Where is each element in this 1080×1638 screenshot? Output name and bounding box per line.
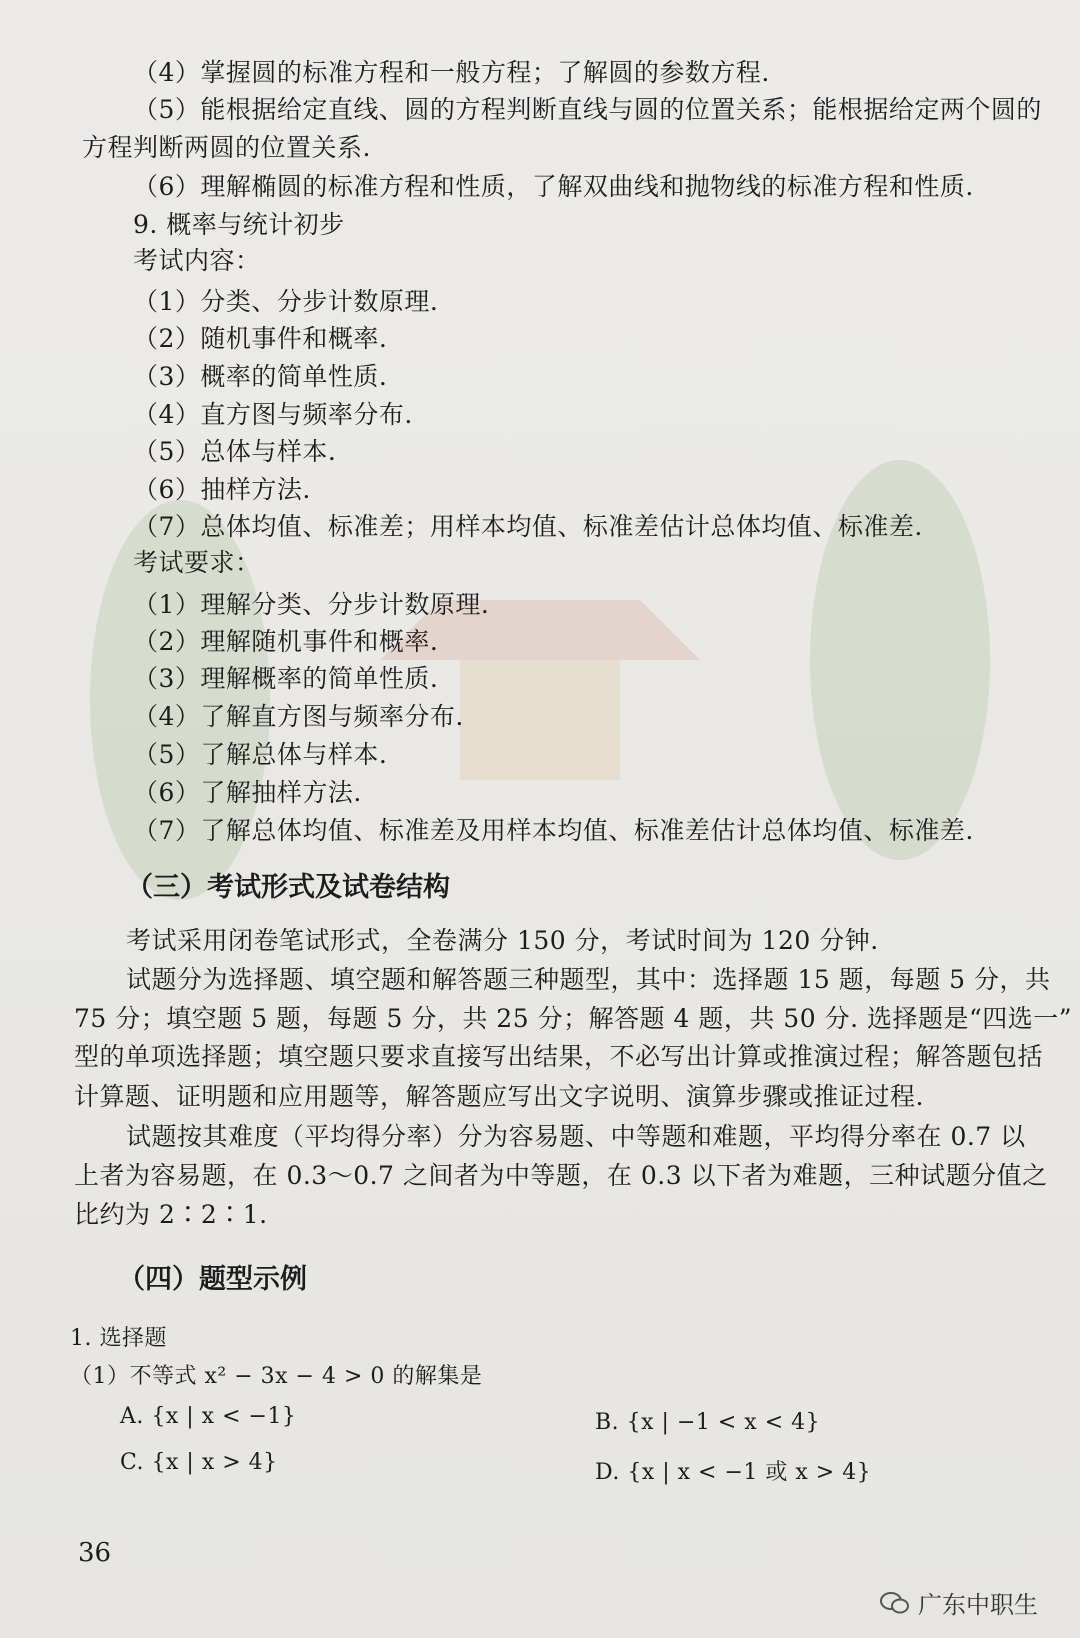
list-item: （6）抽样方法. [133, 475, 311, 504]
text-line: （4）掌握圆的标准方程和一般方程；了解圆的参数方程. [133, 58, 770, 87]
subsection-title: 9. 概率与统计初步 [133, 210, 345, 239]
paragraph-line: 75 分；填空题 5 题，每题 5 分，共 25 分；解答题 4 题，共 50 分. 选择题是“四选一” [74, 1004, 1073, 1033]
brand-name: 广东中职生 [918, 1591, 1038, 1619]
text-line: （5）能根据给定直线、圆的方程判断直线与圆的位置关系；能根据给定两个圆的 [133, 95, 1042, 124]
option-a: A. {x | x < −1} [120, 1404, 297, 1429]
list-item: （3）理解概率的简单性质. [133, 664, 439, 693]
paragraph-line: 试题分为选择题、填空题和解答题三种题型，其中：选择题 15 题，每题 5 分，共 [126, 965, 1051, 994]
list-item: （4）直方图与频率分布. [133, 400, 413, 429]
list-item: （5）总体与样本. [133, 437, 337, 466]
paragraph-line: 考试采用闭卷笔试形式，全卷满分 150 分，考试时间为 120 分钟. [126, 926, 879, 955]
list-item: （7）总体均值、标准差；用样本均值、标准差估计总体均值、标准差. [133, 512, 923, 541]
paragraph-line: 试题按其难度（平均得分率）分为容易题、中等题和难题，平均得分率在 0.7 以 [126, 1122, 1026, 1151]
paragraph-line: 上者为容易题，在 0.3～0.7 之间者为中等题，在 0.3 以下者为难题，三种试题分值之 [74, 1161, 1048, 1190]
question-text: （1）不等式 x² − 3x − 4 > 0 的解集是 [70, 1364, 483, 1389]
list-item: （2）理解随机事件和概率. [133, 627, 439, 656]
list-item: （3）概率的简单性质. [133, 362, 388, 391]
wechat-icon [880, 1591, 910, 1615]
list-item: （4）了解直方图与频率分布. [133, 702, 464, 731]
section-heading: （三）考试形式及试卷结构 [126, 872, 450, 903]
list-item: （7）了解总体均值、标准差及用样本均值、标准差估计总体均值、标准差. [133, 816, 974, 845]
text-line: （6）理解椭圆的标准方程和性质，了解双曲线和抛物线的标准方程和性质. [133, 172, 974, 201]
list-item: （5）了解总体与样本. [133, 740, 388, 769]
list-item: （6）了解抽样方法. [133, 778, 362, 807]
list-item: （2）随机事件和概率. [133, 324, 388, 353]
list-item: （1）分类、分步计数原理. [133, 287, 439, 316]
option-b: B. {x | −1 < x < 4} [595, 1410, 821, 1435]
list-item: （1）理解分类、分步计数原理. [133, 590, 490, 619]
option-d: D. {x | x < −1 或 x > 4} [595, 1460, 872, 1485]
section-heading: （四）题型示例 [118, 1264, 307, 1295]
paragraph-line: 计算题、证明题和应用题等，解答题应写出文字说明、演算步骤或推证过程. [74, 1082, 924, 1111]
text-line: 考试内容： [133, 246, 261, 275]
paragraph-line: 比约为 2∶2∶1. [74, 1200, 268, 1229]
brand-watermark [880, 1585, 1038, 1620]
text-line: 考试要求： [133, 548, 261, 577]
page-number: 36 [78, 1538, 112, 1568]
option-c: C. {x | x > 4} [120, 1450, 278, 1475]
text-line: 方程判断两圆的位置关系. [82, 133, 371, 162]
question-type: 1. 选择题 [70, 1326, 167, 1351]
paragraph-line: 型的单项选择题；填空题只要求直接写出结果，不必写出计算或推演过程；解答题包括 [74, 1042, 1044, 1071]
